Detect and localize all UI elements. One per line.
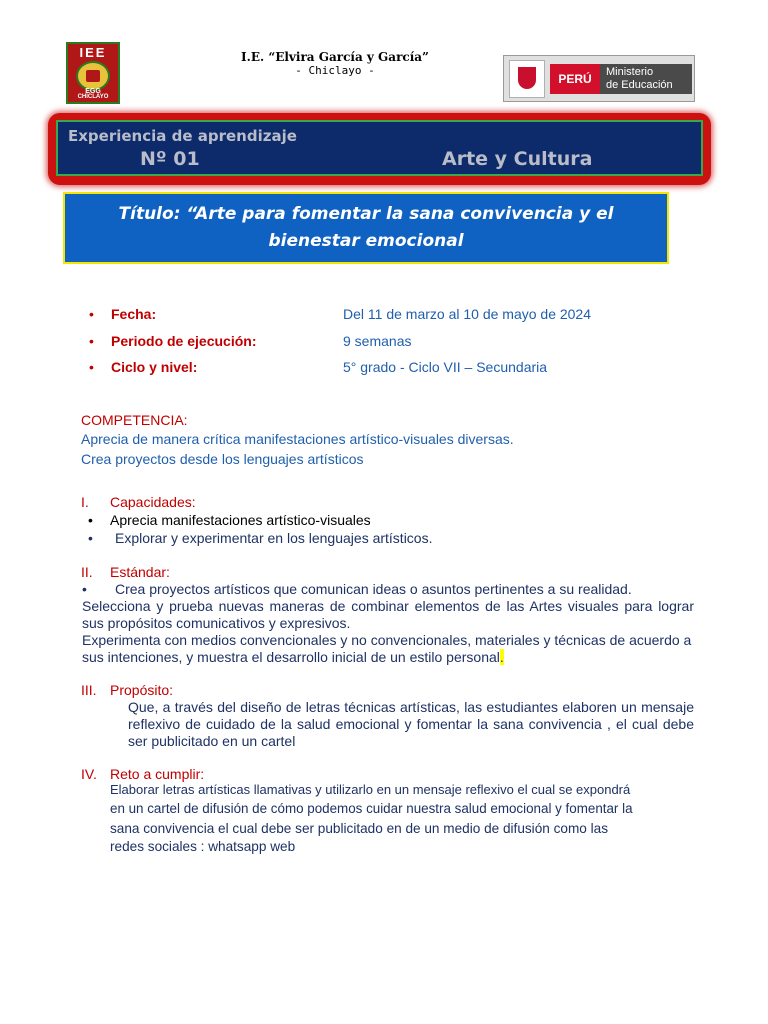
experience-area: Arte y Cultura — [442, 148, 593, 170]
bullet: • — [89, 359, 94, 375]
ministry-line1: Ministerio — [606, 66, 654, 78]
info-row-periodo — [89, 333, 649, 353]
reto-heading: Reto a cumplir: — [110, 766, 205, 782]
ministry-line2: de Educación — [606, 79, 673, 91]
info-label: Ciclo y nivel: — [111, 359, 198, 375]
estandar-para-1: Selecciona y prueba nuevas maneras de combinar elementos de las Artes visuales para lograr sus propósitos comunicativos y expresivos. — [82, 598, 694, 631]
experience-number: Nº 01 — [140, 148, 200, 170]
school-name: I.E. “Elvira García y García” — [241, 50, 429, 64]
ministry-name — [600, 64, 692, 94]
info-value: Del 11 de marzo al 10 de mayo de 2024 — [343, 306, 592, 322]
reto-line-4: redes sociales : whatsapp web — [110, 839, 296, 854]
school-logo-city: CHICLAYO — [77, 94, 109, 100]
capacidades-heading: Capacidades: — [110, 494, 196, 510]
reto-line-1: Elaborar letras artísticas llamativas y utilizarlo en un mensaje reflexivo el cual se expondrá — [110, 782, 631, 797]
reto-line-3: sana convivencia el cual debe ser publicitado en de un medio de difusión como las — [110, 821, 608, 836]
title-box — [63, 192, 669, 264]
info-value: 5° grado - Ciclo VII – Secundaria — [343, 359, 548, 375]
competencia-heading: COMPETENCIA: — [81, 412, 188, 428]
experience-label: Experiencia de aprendizaje — [68, 127, 297, 145]
highlight-mark: . — [499, 649, 504, 665]
competencia-line-2: Crea proyectos desde los lenguajes artísticos — [81, 451, 364, 467]
proposito-number: III. — [81, 682, 97, 698]
capacidades-number: I. — [81, 494, 89, 510]
experience-banner — [56, 120, 703, 176]
school-logo — [66, 42, 120, 104]
proposito-heading: Propósito: — [110, 682, 174, 698]
capacidad-item-1: Aprecia manifestaciones artístico-visuales — [110, 512, 371, 528]
capacidad-item-2: Explorar y experimentar en los lenguajes artísticos. — [115, 530, 433, 546]
school-logo-text: IEE — [79, 45, 107, 60]
bullet: • — [88, 530, 93, 546]
peru-shield-icon — [509, 60, 545, 98]
reto-line-2: en un cartel de difusión de cómo podemos cuidar nuestra salud emocional y fomentar la — [110, 801, 633, 816]
competencia-line-1: Aprecia de manera crítica manifestaciones artístico-visuales diversas. — [81, 431, 514, 447]
ministry-logo — [503, 55, 695, 102]
info-label: Fecha: — [111, 306, 157, 322]
estandar-para-2-text: Experimenta con medios convencionales y no convencionales, materiales y técnicas de acuerdo a sus intenciones, y muestra el desarrollo inicial de un estilo personal — [82, 632, 692, 665]
estandar-heading: Estándar: — [110, 564, 170, 580]
reto-number: IV. — [81, 766, 97, 782]
school-crest-icon — [76, 61, 110, 91]
bullet: • — [89, 333, 94, 349]
info-row-ciclo — [89, 359, 649, 379]
info-label: Periodo de ejecución: — [111, 333, 257, 349]
school-logo-crest-text: EGG — [85, 88, 101, 95]
bullet: • — [89, 306, 94, 322]
page-title: Título: “Arte para fomentar la sana convivencia y el bienestar emocional — [118, 204, 614, 251]
estandar-first-line: Crea proyectos artísticos que comunican ideas o asuntos pertinentes a su realidad. — [115, 581, 632, 597]
estandar-number: II. — [81, 564, 93, 580]
bullet: • — [88, 512, 93, 528]
bullet: • — [82, 581, 87, 597]
estandar-para-2 — [82, 632, 694, 666]
school-city: - Chiclayo - — [295, 64, 375, 77]
info-row-fecha — [89, 306, 649, 326]
info-value: 9 semanas — [343, 333, 412, 349]
proposito-text: Que, a través del diseño de letras técnicas artísticas, las estudiantes elaboren un mensaje reflexivo de cuidado de la salud emocional y fomentar la sana convivencia , el cual debe ser publicitado en un cartel — [128, 699, 694, 749]
ministry-peru-label: PERÚ — [550, 64, 600, 94]
